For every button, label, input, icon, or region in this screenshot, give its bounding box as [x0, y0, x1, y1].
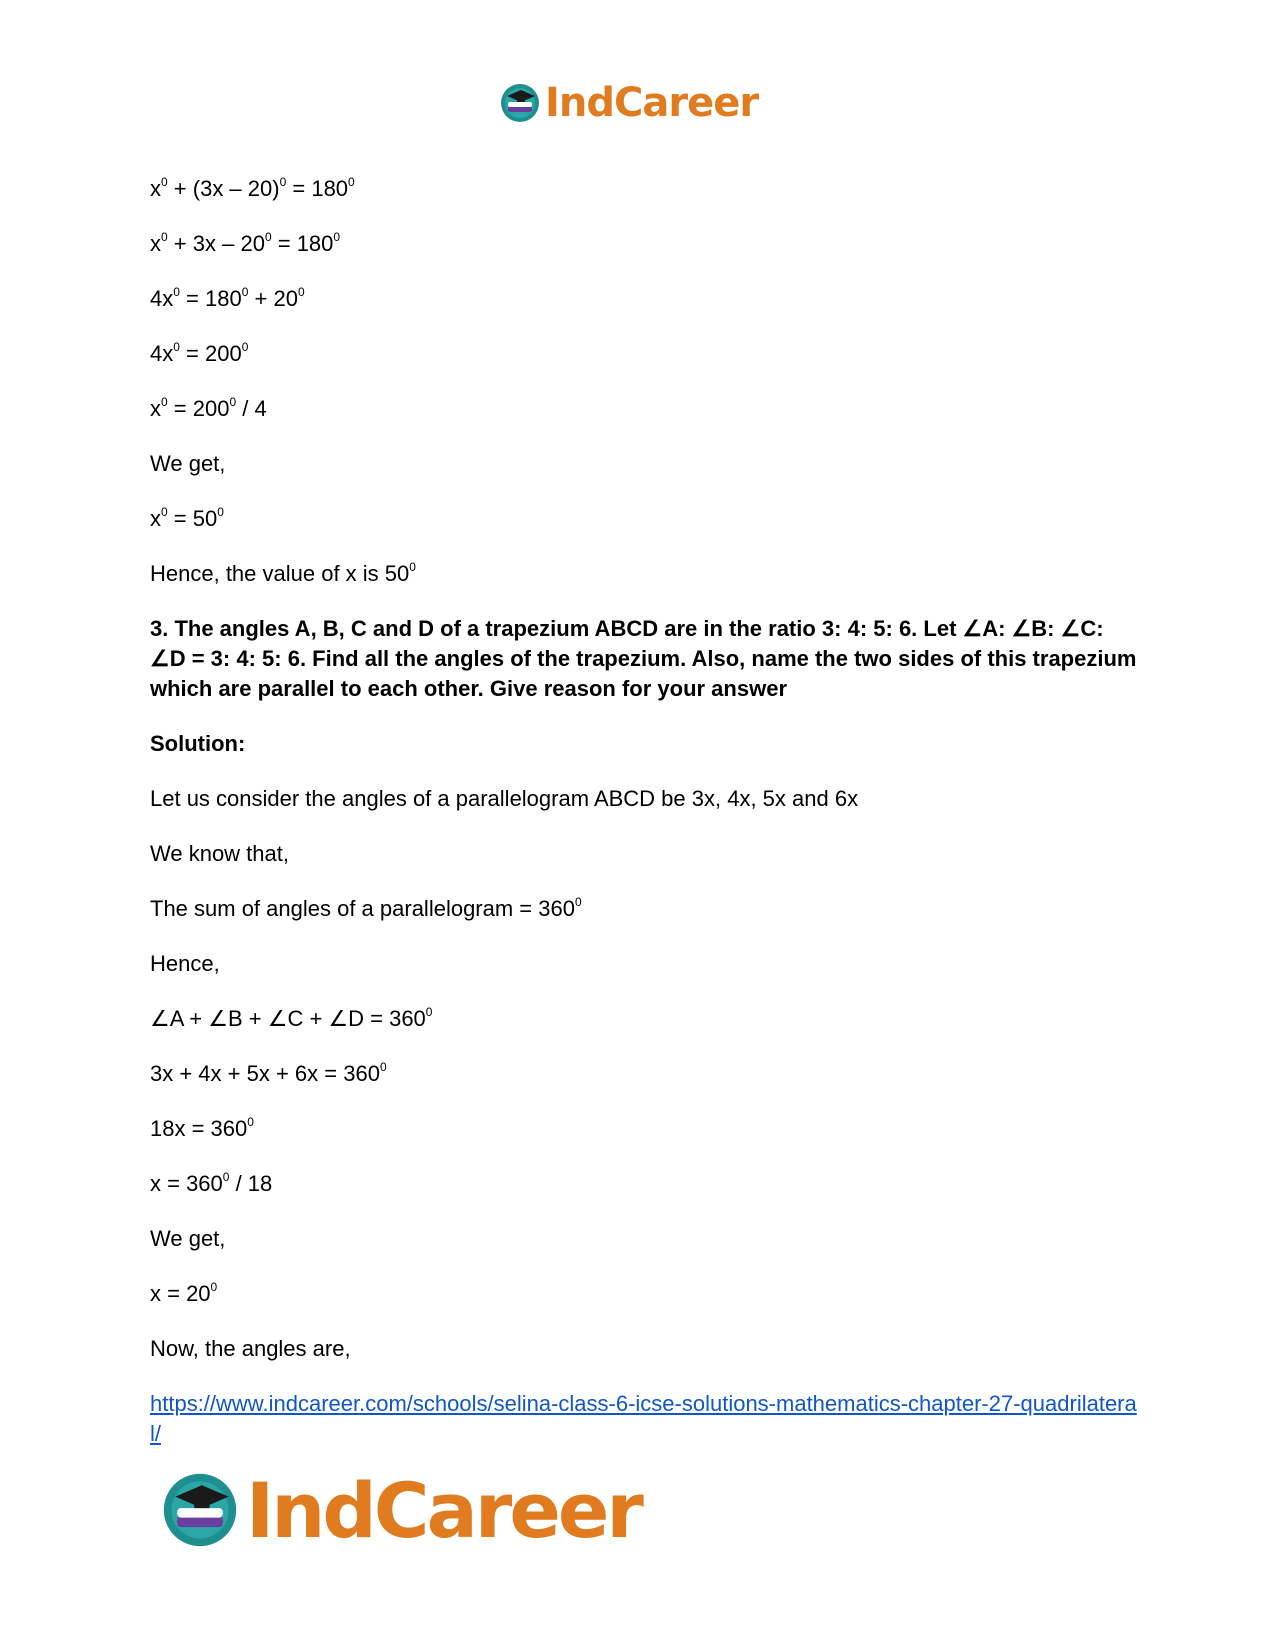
equation-line: $x^0 = 50^0$	[150, 505, 224, 531]
solution-line: $x = 360^0 / 18$	[150, 1170, 273, 1196]
equation-line: $x^0 + 3x - 20^0 = 180^0$	[150, 230, 341, 256]
solution-line: We know that,	[150, 841, 289, 866]
graduation-cap-book-icon	[499, 82, 541, 124]
solution-line: $x = 20^0$	[150, 1280, 218, 1306]
footer-logo	[160, 1465, 700, 1555]
footer-logo-text: IndCareer	[246, 1465, 641, 1555]
solution-line: Let us consider the angles of a parallelogram ABCD be 3x, 4x, 5x and 6x	[150, 786, 859, 811]
solution-line: We get,	[150, 1226, 226, 1251]
graduation-cap-book-icon	[160, 1470, 240, 1550]
text-line: We get,	[150, 451, 226, 476]
result-line: Hence, the value of x is $50^0$	[150, 560, 416, 586]
header-logo	[499, 78, 779, 128]
solution-line: ∠A + ∠B + ∠C + ∠D = $360^0$	[150, 1005, 433, 1031]
equation-line: $x^0 = 200^0 / 4$	[150, 395, 267, 421]
solution-line: Now, the angles are,	[150, 1336, 351, 1361]
solution-line: $18x = 360^0$	[150, 1115, 254, 1141]
equation-line: $4x^0 = 200^0$	[150, 340, 249, 366]
solution-line: Hence,	[150, 951, 220, 976]
solution-line: $3x + 4x + 5x + 6x = 360^0$	[150, 1060, 387, 1086]
equation-line: $x^0 + (3x - 20)^0 = 180^0$	[150, 175, 355, 201]
document-body	[150, 174, 1140, 1449]
solution-line: The sum of angles of a parallelogram = $360^0$	[150, 895, 582, 921]
question-heading: 3. The angles A, B, C and D of a trapezium ABCD are in the ratio 3: 4: 5: 6. Let ∠A: ∠B: ∠C: ∠D = 3: 4: 5: 6. Find all the angles of the trapezium. Also, name the two sides of this trapezium which are parallel to each other. Give reason for your answer	[150, 616, 1137, 701]
solution-label: Solution:	[150, 731, 246, 756]
equation-line: $4x^0 = 180^0 + 20^0$	[150, 285, 305, 311]
source-link[interactable]: https://www.indcareer.com/schools/selina-class-6-icse-solutions-mathematics-chapter-27-quadrilateral/	[150, 1391, 1137, 1446]
header-logo-text: IndCareer	[545, 80, 759, 126]
